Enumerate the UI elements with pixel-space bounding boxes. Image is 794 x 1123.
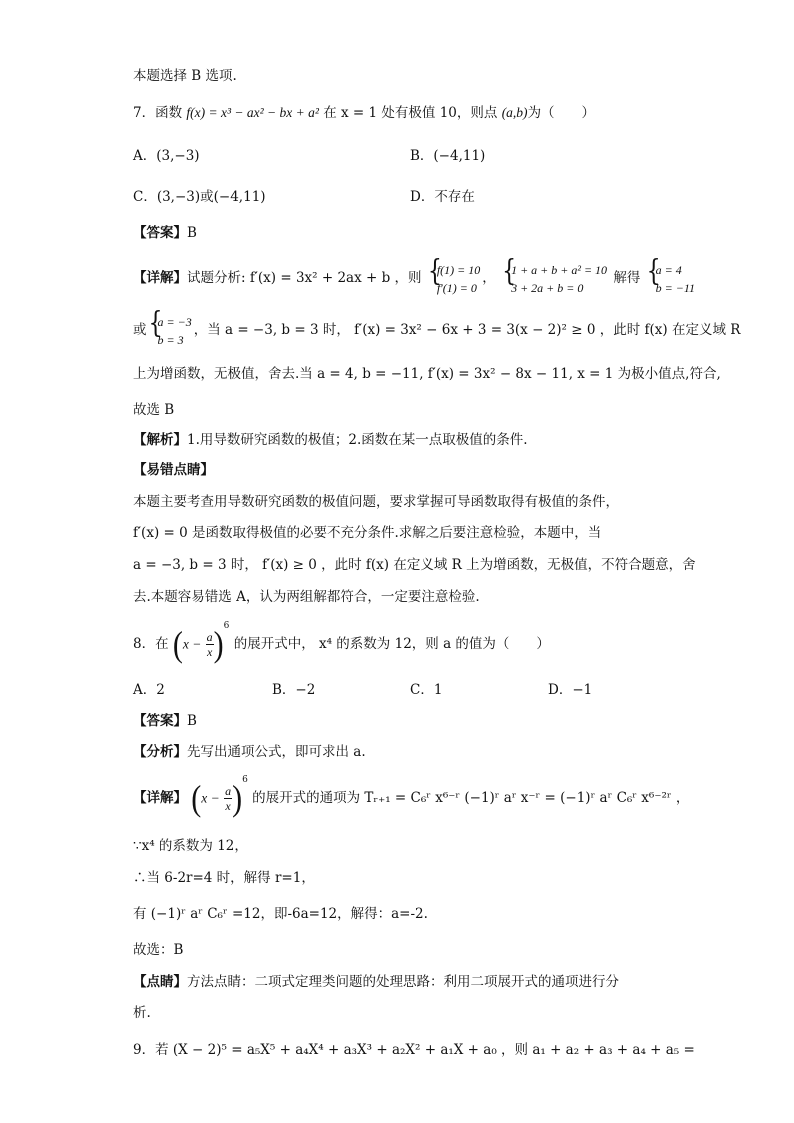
answer-value: B bbox=[187, 713, 197, 729]
system-row: b = 3 bbox=[157, 332, 184, 347]
q7-detail-line-3: 上为增函数，无极值，舍去.当 a = 4, b = −11, f′(x) = 3x² − 8x − 11, x = 1 为极小值点,符合, bbox=[133, 366, 721, 382]
system-row: 1 + a + b + a² = 10 bbox=[511, 262, 608, 277]
q7-option-c: C．(3,−3)或(−4,11) bbox=[133, 189, 266, 205]
q8-detail-line-2: ∵x⁴ 的系数为 12， bbox=[133, 838, 248, 854]
q8-detail-line-3: ∴当 6-2r=4 时，解得 r=1， bbox=[133, 870, 315, 886]
q7-number: 7．函数 bbox=[133, 105, 183, 121]
q8-stem bbox=[133, 621, 550, 665]
detail-text: 的展开式的通项为 Tᵣ₊₁ = C₆ʳ x⁶⁻ʳ (−1)ʳ aʳ x⁻ʳ = (−1)ʳ aʳ C₆ʳ x⁶⁻²ʳ ， bbox=[252, 790, 690, 806]
pitfall-line-3: a = −3, b = 3 时， f′(x) ≥ 0 ，此时 f(x) 在定义域 R 上为增函数，无极值，不符合题意，舍 bbox=[133, 557, 696, 573]
pitfall-tag: 【易错点睛】 bbox=[133, 462, 214, 478]
dianjing-text: 方法点睛：二项式定理类问题的处理思路：利用二项展开式的通项进行分 bbox=[187, 974, 619, 990]
fenxi-text: 先写出通项公式，即可求出 a. bbox=[187, 744, 366, 760]
answer-value: B bbox=[187, 225, 197, 241]
equation-system-3: { a = 4 b = −11 bbox=[646, 255, 695, 295]
analysis-text: 1.用导数研究函数的极值；2.函数在某一点取极值的条件. bbox=[187, 432, 528, 448]
q7-analysis bbox=[133, 430, 528, 450]
q7-stem bbox=[133, 103, 595, 123]
answer-tag: 【答案】 bbox=[133, 225, 187, 241]
q7-ask: 为（ ） bbox=[527, 105, 596, 121]
equation-system-1: { f(1) = 10 f′(1) = 0 bbox=[427, 255, 481, 295]
system-row: b = −11 bbox=[655, 280, 695, 295]
q8-detail-line-5: 故选：B bbox=[133, 942, 184, 958]
binomial-expression: (x − $\frac{a}{x}$ )$^6$ bbox=[191, 775, 248, 818]
q7-option-d: D．不存在 bbox=[410, 189, 475, 205]
equation-system-2: { 1 + a + b + a² = 10 3 + 2a + b = 0 bbox=[502, 255, 608, 295]
q7-point: (a,b) bbox=[501, 105, 528, 120]
solve-text: 解得 bbox=[613, 270, 641, 286]
system-row: f′(1) = 0 bbox=[436, 280, 477, 295]
system-row: 3 + 2a + b = 0 bbox=[511, 280, 584, 295]
q8-option-b: B．−2 bbox=[272, 682, 316, 698]
q8-fenxi bbox=[133, 742, 366, 762]
q8-option-c: C．1 bbox=[410, 682, 443, 698]
detail-text: 试题分析: f′(x) = 3x² + 2ax + b ，则 bbox=[187, 270, 422, 286]
q8-number: 8．在 bbox=[133, 636, 169, 652]
q7-detail-line-1: 【详解】试题分析: f′(x) = 3x² + 2ax + b ，则 { f(1) = 10 f′(1) = 0 ， { 1 + a + b + a² = 10 3 + 2a + b = 0 解得 { a = 4 b = −11 bbox=[133, 255, 695, 295]
detail-text: ，当 a = −3, b = 3 时， f′(x) = 3x² − 6x + 3 = 3(x − 2)² ≥ 0 ，此时 f(x) 在定义域 R bbox=[193, 322, 741, 338]
pitfall-line-4: 去.本题容易错选 A，认为两组解都符合，一定要注意检验. bbox=[133, 589, 480, 605]
pitfall-line-2: f′(x) = 0 是函数取得极值的必要不充分条件.求解之后要注意检验，本题中，当 bbox=[133, 525, 602, 541]
fraction: $\frac{a}{x}$ bbox=[225, 784, 232, 814]
q7-option-b: B．(−4,11) bbox=[410, 148, 486, 164]
fraction: $\frac{a}{x}$ bbox=[206, 630, 213, 660]
intro-text: 本题选择 B 选项. bbox=[133, 68, 237, 84]
dianjing-tag: 【点睛】 bbox=[133, 974, 187, 990]
answer-tag: 【答案】 bbox=[133, 713, 187, 729]
q8-dianjing bbox=[133, 972, 619, 992]
q7-option-a: A．(3,−3) bbox=[133, 148, 200, 164]
detail-tag: 【详解】 bbox=[133, 790, 187, 806]
equation-system-4: { a = −3 b = 3 bbox=[148, 307, 192, 347]
detail-tag: 【详解】 bbox=[133, 270, 187, 286]
q7-answer bbox=[133, 223, 197, 243]
q8-detail-line-4: 有 (−1)ʳ aʳ C₆ʳ =12，即-6a=12，解得：a=-2. bbox=[133, 906, 428, 922]
q7-function: f(x) = x³ − ax² − bx + a² bbox=[186, 105, 319, 120]
fenxi-tag: 【分析】 bbox=[133, 744, 187, 760]
q8-option-d: D．−1 bbox=[548, 682, 593, 698]
system-row: a = −3 bbox=[157, 314, 192, 329]
q7-condition: 在 x = 1 处有极值 10，则点 bbox=[323, 105, 498, 121]
q8-dianjing-line-2: 析. bbox=[133, 1005, 151, 1021]
q8-answer bbox=[133, 711, 197, 731]
q9-stem: 9．若 (X − 2)⁵ = a₅X⁵ + a₄X⁴ + a₃X³ + a₂X² + a₁X + a₀ ，则 a₁ + a₂ + a₃ + a₄ + a₅ = bbox=[133, 1042, 695, 1058]
pitfall-line-1: 本题主要考查用导数研究函数的极值问题，要求掌握可导函数取得有极值的条件， bbox=[133, 494, 619, 510]
system-row: f(1) = 10 bbox=[436, 262, 481, 277]
system-row: a = 4 bbox=[655, 262, 682, 277]
q7-detail-line-2 bbox=[133, 307, 741, 350]
q7-detail-line-4: 故选 B bbox=[133, 402, 175, 418]
q8-option-a: A．2 bbox=[133, 682, 165, 698]
binomial-expression: (x − $\frac{a}{x}$ )$^6$ bbox=[172, 621, 230, 664]
or-text: 或 bbox=[133, 322, 147, 338]
q8-detail-line-1 bbox=[133, 775, 690, 819]
q8-stem-text: 的展开式中， x⁴ 的系数为 12，则 a 的值为（ ） bbox=[233, 636, 550, 652]
analysis-tag: 【解析】 bbox=[133, 432, 187, 448]
